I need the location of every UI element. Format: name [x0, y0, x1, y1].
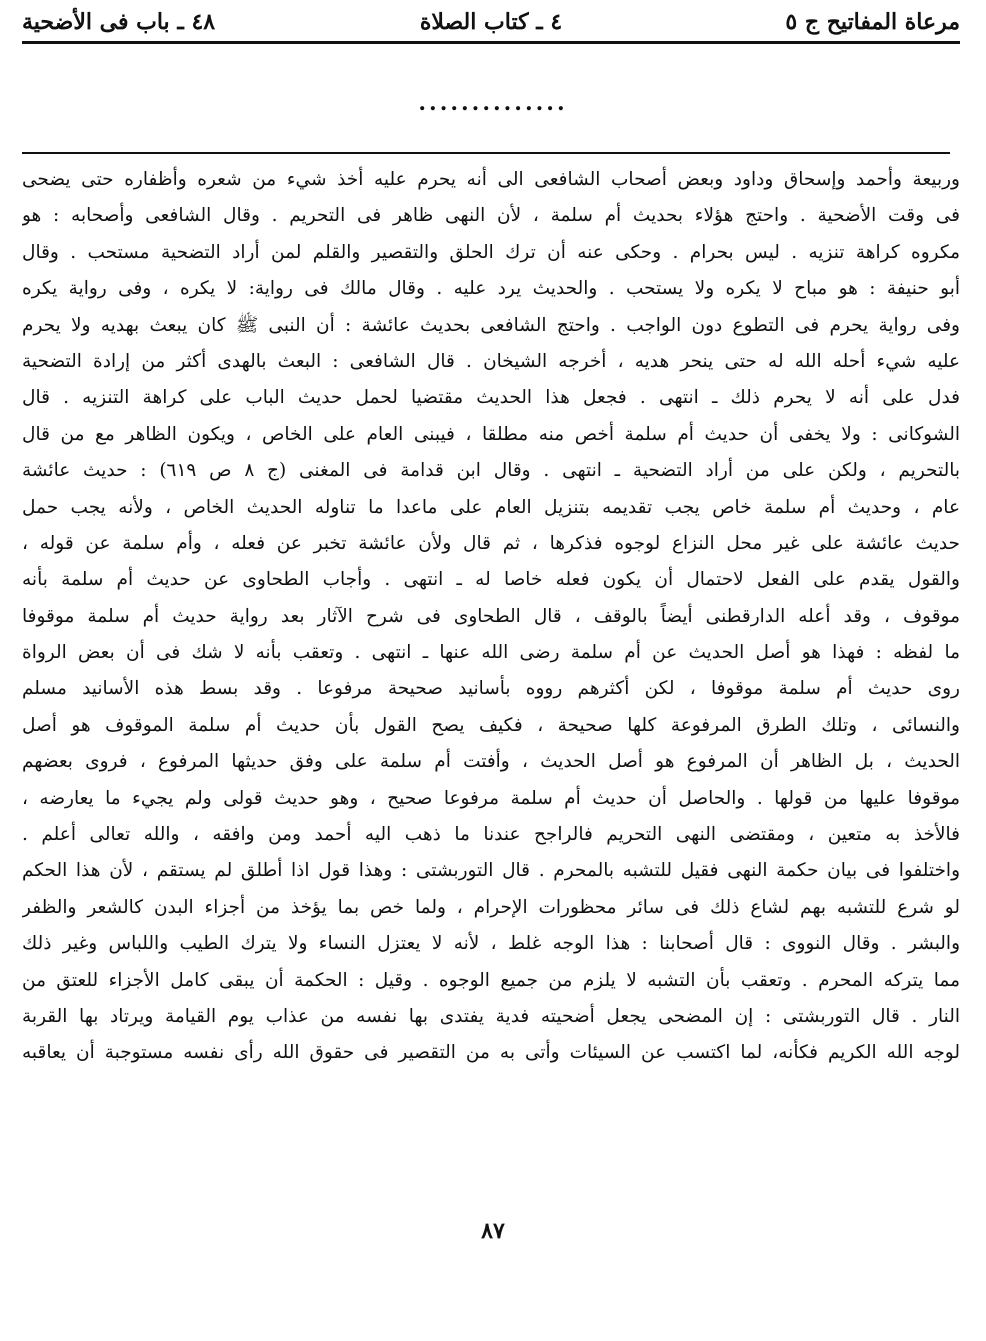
text-line: وفى رواية يحرم فى التطوع دون الواجب . واحتج الشافعى بحديث عائشة : أن النبى ﷺ كان يبعث بهديه ولا يحرم	[22, 314, 960, 336]
text-line: فالأخذ به متعين ، ومقتضى النهى التحريم فالراجح عندنا ما ذهب اليه أحمد ومن وافقه ، والله تعالى أعلم .	[22, 824, 960, 846]
text-line: فدل على أنه لا يحرم ذلك ـ انتهى . فجعل هذا الحديث مقتضيا لحمل حديث الباب على كراهة التنزيه . قال	[22, 387, 960, 409]
text-line: واختلفوا فى بيان حكمة النهى فقيل للتشبه بالمحرم . قال التوربشتى : وهذا قول اذا أطلق لم يستقم ، لأن هذا الحكم	[22, 860, 960, 882]
text-line: الشوكانى : ولا يخفى أن حديث أم سلمة أخص منه مطلقا ، فيبنى العام على الخاص ، ويكون الظاهر مع من قال	[22, 423, 960, 445]
text-line: والقول يقدم على الفعل لاحتمال أن يكون فعله خاصا له ـ انتهى . وأجاب الطحاوى عن حديث أم سلمة بأنه	[22, 569, 960, 591]
text-line: موقوف ، وقد أعله الدارقطنى أيضاً بالوقف ، قال الطحاوى فى شرح الآثار بعد رواية حديث أم سلمة موقوفا	[22, 605, 960, 627]
footnote-rule	[22, 152, 950, 154]
text-line: ما لفظه : فهذا هو أصل الحديث عن أم سلمة رضى الله عنها ـ انتهى . وتعقب بأنه لا شك فى أن بعض الرواة	[22, 642, 960, 664]
text-line: وربيعة وأحمد وإسحاق وداود وبعض أصحاب الشافعى الى أنه يحرم عليه أخذ شيء من شعره وأظفاره حتى يضحى	[22, 169, 960, 190]
text-line: مكروه كراهة تنزيه . ليس بحرام . وحكى عنه أن ترك الحلق والتقصير والقلم لمن أراد التضحية مستحب . وقال	[22, 241, 960, 263]
running-header	[22, 6, 960, 38]
header-chapter: ٤ ـ كتاب الصلاة	[419, 9, 563, 35]
text-line: موقوفا عليها من قولها . والحاصل أن حديث أم سلمة مرفوعا صحيح ، وهو حديث قولى ولم يجيء ما يعارضه ،	[22, 787, 960, 809]
text-line: عام ، وحديث أم سلمة خاص يجب تقديمه بتنزيل العام على ماعدا ما تناوله الحديث الخاص ، ولأنه يجب حمل	[22, 496, 960, 518]
text-line: مما يتركه المحرم . وتعقب بأن التشبه لا يلزم من جميع الوجوه . وقيل : الحكمة أن يبقى كامل الأجزاء للعتق من	[22, 969, 960, 991]
section-separator: ..............	[418, 90, 568, 116]
text-line: حديث عائشة على غير محل النزاع لوجوه فذكرها ، ثم قال ولأن عائشة تخبر عن فعله ، وأم سلمة عن قوله ،	[22, 532, 960, 554]
text-line: بالتحريم ، ولكن على من أراد التضحية ـ انتهى . وقال ابن قدامة فى المغنى (ج ٨ ص ٦١٩) : حديث عائشة	[22, 460, 960, 482]
header-book-title: مرعاة المفاتيح ج ٥	[785, 9, 960, 35]
text-line: أبو حنيفة : هو مباح لا يكره ولا يستحب . والحديث يرد عليه . وقال مالك فى رواية: لا يكره ، وفى رواية يكره	[22, 278, 960, 300]
text-line: لو شرع للتشبه بهم لشاع ذلك فى سائر محظورات الإحرام ، ولما خص بما يؤخذ من أجزاء البدن كالشعر والظفر	[22, 896, 960, 918]
header-rule	[22, 41, 960, 44]
body-text	[22, 162, 960, 1072]
text-line: عليه شيء أحله الله له حتى ينحر هديه ، أخرجه الشيخان . قال الشافعى : البعث بالهدى أكثر من إرادة التضحية	[22, 350, 960, 372]
text-line: فى وقت الأضحية . واحتج هؤلاء بحديث أم سلمة ، لأن النهى ظاهر فى التحريم . وقال الشافعى وأصحابه : هو	[22, 205, 960, 227]
text-line: والنسائى ، وتلك الطرق المرفوعة كلها صحيحة ، فكيف يصح القول بأن حديث أم سلمة الموقوف هو أصل	[22, 714, 960, 736]
text-line: لوجه الله الكريم فكأنه، لما اكتسب عن السيئات وأتى به من التقصير فى حقوق الله رأى نفسه مستوجبة أن يعاقبه	[22, 1042, 960, 1064]
text-line: الحديث ، بل الظاهر أن المرفوع هو أصل الحديث ، وأفتت أم سلمة على وفق حديثها المرفوع ، فروى بعضهم	[22, 751, 960, 773]
text-line: روى حديث أم سلمة موقوفا ، لكن أكثرهم رووه بأسانيد صحيحة مرفوعا . وقد بسط هذه الأسانيد مسلم	[22, 678, 960, 700]
header-section: ٤٨ ـ باب فى الأضحية	[22, 9, 216, 35]
page-number: ٨٧	[481, 1218, 505, 1244]
text-line: النار . قال التوربشتى : إن المضحى يجعل أضحيته فدية يفتدى بها نفسه من عذاب يوم القيامة ويرتاد بها القربة	[22, 1005, 960, 1027]
text-line: والبشر . وقال النووى : قال أصحابنا : هذا الوجه غلط ، لأنه لا يعتزل النساء ولا يترك الطيب واللباس وغير ذلك	[22, 933, 960, 955]
